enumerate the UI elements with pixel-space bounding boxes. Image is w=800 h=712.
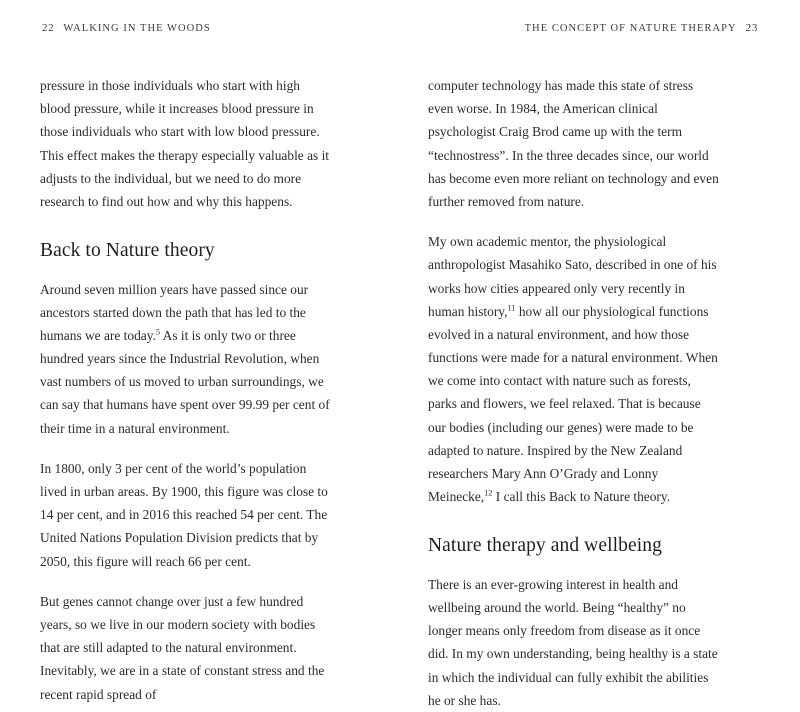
paragraph-text-cont-2: I call this Back to Nature theory.: [492, 489, 671, 505]
paragraph: pressure in those individuals who start with high blood pressure, while it increases blood pressure in those individuals who start with low blood pressure. This effect makes the therapy especially valuable as it adjusts to the individual, but we need to do more research to find out how and why this happens.: [40, 78, 330, 209]
paragraph: computer technology has made this state of stress even worse. In 1984, the American clinical psychologist Craig Brod came up with the term “technostress”. In the three decades since, our world has become even more reliant on technology and even further removed from nature.: [428, 78, 719, 209]
section-heading-nature-therapy-and-wellbeing: Nature therapy and wellbeing: [428, 535, 662, 557]
folio-right: 23: [745, 22, 758, 34]
paragraph-text-cont: how all our physiological functions evolved in a natural environment, and how those functions were made for a natural environment. When we come into contact with nature such as forests, parks and flowers, we feel relaxed. That is because our bodies (including our genes) were made to be adapted to nature. Inspired by the New Zealand researchers Mary Ann O’Grady and Lonny Meinecke,: [428, 303, 718, 505]
paragraph-text: My own academic mentor, the physiological anthropologist Masahiko Sato, described in one of his works how cities appeared only very recently in human history,: [428, 234, 717, 319]
paragraph: But genes cannot change over just a few hundred years, so we live in our modern society with bodies that are still adapted to the natural environment. Inevitably, we are in a state of constant stress and the recent rapid spread of: [40, 593, 325, 702]
page-columns: [40, 74, 760, 712]
paragraph: There is an ever-growing interest in health and wellbeing around the world. Being “healthy” no longer means only freedom from disease as it once did. In my own understanding, being healthy is a state in which the individual can fully exhibit the abilities he or she has.: [428, 576, 718, 708]
left-page-column: [40, 74, 332, 712]
paragraph: [40, 278, 332, 440]
footnote-marker-2: 12: [484, 488, 493, 498]
running-head-title-right: THE CONCEPT OF NATURE THERAPY: [524, 23, 737, 34]
running-head-title-left: WALKING IN THE WOODS: [63, 23, 211, 34]
paragraph: [428, 230, 720, 508]
folio-left: 22: [42, 22, 55, 34]
running-head-left: [42, 22, 211, 34]
running-head-right: [525, 22, 758, 34]
footnote-marker: 11: [507, 303, 516, 313]
section-heading-back-to-nature-theory: Back to Nature theory: [40, 240, 215, 262]
footnote-marker: 5: [155, 327, 161, 337]
paragraph-text-cont: As it is only two or three hundred years since the Industrial Revolution, when vast numbers of us moved to urban surroundings, we can say that humans have spent over 99.99 per cent of their time in a natural environment.: [40, 327, 330, 436]
right-page-column: [428, 74, 720, 712]
paragraph: In 1800, only 3 per cent of the world’s population lived in urban areas. By 1900, this figure was close to 14 per cent, and in 2016 this reached 54 per cent. The United Nations Population Division predicts that by 2050, this figure will reach 66 per cent.: [40, 460, 328, 569]
running-head: [40, 22, 760, 38]
paragraph-text: Around seven million years have passed since our ancestors started down the path that has led to the humans we are today.: [40, 281, 309, 343]
